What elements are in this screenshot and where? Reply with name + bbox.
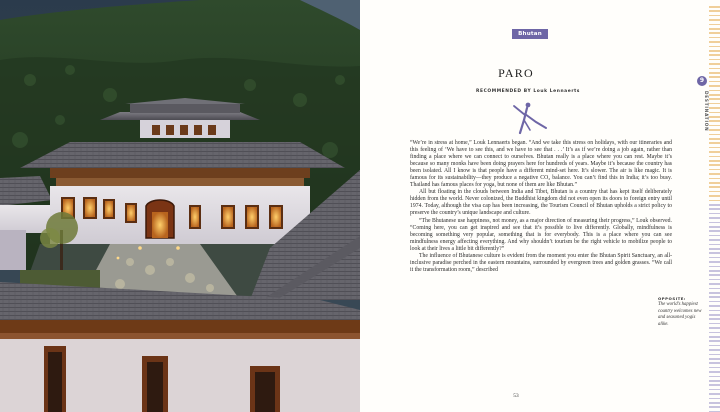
edge-stripe: [709, 182, 720, 184]
edge-stripe: [709, 301, 720, 303]
edge-stripe: [709, 340, 720, 342]
paragraph: The influence of Bhutanese culture is evident from the moment you enter the Bhutan Spirit Sanctuary, an all-inclusive paradise perched in the eastern mountains, surrounded by evergreen trees and golden grasses. “We call it the transformation room,” described: [410, 252, 672, 273]
edge-stripe: [709, 94, 720, 96]
edge-stripe: [709, 151, 720, 153]
edge-stripe: [709, 349, 720, 351]
edge-stripe: [709, 389, 720, 391]
edge-stripe: [709, 59, 720, 61]
edge-stripe: [709, 314, 720, 316]
edge-stripe: [709, 10, 720, 12]
edge-stripe: [709, 310, 720, 312]
edge-stripe: [709, 248, 720, 250]
recommended-by: RECOMMENDED BY Louk Lennaerts: [475, 89, 580, 94]
edge-stripe: [709, 54, 720, 56]
edge-stripe: [709, 37, 720, 39]
edge-stripe: [709, 116, 720, 118]
edge-stripe: [709, 112, 720, 114]
edge-stripe: [709, 252, 720, 254]
edge-stripe: [709, 270, 720, 272]
edge-stripe: [709, 204, 720, 206]
edge-stripe: [709, 103, 720, 105]
edge-stripe: [709, 345, 720, 347]
edge-stripe: [709, 191, 720, 193]
edge-stripe: [709, 398, 720, 400]
edge-stripe: [709, 257, 720, 259]
edge-stripe: [709, 142, 720, 144]
edge-stripe: [709, 226, 720, 228]
edge-stripe: [709, 213, 720, 215]
edge-stripe: [709, 380, 720, 382]
edge-stripe: [709, 50, 720, 52]
edge-stripe: [709, 134, 720, 136]
edge-stripe: [709, 156, 720, 158]
paragraph: “The Bhutanese use happiness, not money, as a major direction of measuring their progress,” Louk observed. “Coming here, you can get inspired and see that it’s possible to live differently. Globally, mindfulness is becoming something very popular, something that is for everybody. This is a place where you can see mindfulness energy affecting everything. And why shouldn’t tourism be the right vehicle to mobilize people to look at their lives a little bit differently?”: [410, 217, 672, 252]
edge-stripe: [709, 266, 720, 268]
edge-stripe: [709, 32, 720, 34]
edge-stripe: [709, 125, 720, 127]
section-label: DESTINATION: [704, 91, 709, 132]
edge-stripe: [709, 208, 720, 210]
caption-label: OPPOSITE:: [658, 296, 686, 301]
edge-stripe: [709, 367, 720, 369]
edge-stripe: [709, 371, 720, 373]
edge-stripe: [709, 292, 720, 294]
edge-stripe: [709, 178, 720, 180]
edge-stripe: [709, 358, 720, 360]
edge-stripe: [709, 107, 720, 109]
edge-stripe: [709, 24, 720, 26]
edge-stripe: [709, 318, 720, 320]
destination-title: PARO: [498, 66, 534, 80]
edge-stripe: [709, 217, 720, 219]
edge-stripe: [709, 72, 720, 74]
edge-stripe: [709, 336, 720, 338]
edge-stripe: [709, 384, 720, 386]
page-number: 53: [513, 393, 519, 399]
edge-stripe: [709, 85, 720, 87]
edge-stripe: [709, 81, 720, 83]
edge-stripe: [709, 164, 720, 166]
paragraph: “We’re in stress at home,” Louk Lennaerts began. “And we take this stress on holidays, with our itineraries and this feeling of ‘We have to see this, and we have to see that . . .’ It’s as if we’re doing a job again, rather than finding a place where we can connect to ourselves. Bhutan really is a place where you can rest. Maybe it’s because so many monks have been doing prayers here for hundreds of years. Maybe it’s because the country has been isolated. All I know is that people have a different mind-set here. It’s slower. The air is like magic. It is famous for its sustainability—they produce a negative CO₂ balance. You can’t find this in India; it’s too busy. Thailand has famous places for yoga, but none of them are like Bhutan.”: [410, 140, 672, 189]
edge-stripe: [709, 46, 720, 48]
edge-stripe: [709, 274, 720, 276]
edge-stripe: [709, 169, 720, 171]
edge-stripe: [709, 327, 720, 329]
edge-stripe: [709, 68, 720, 70]
edge-stripe: [709, 76, 720, 78]
edge-stripe: [709, 195, 720, 197]
edge-stripe: [709, 323, 720, 325]
edge-stripe: [709, 41, 720, 43]
edge-stripe: [709, 129, 720, 131]
country-tag: Bhutan: [512, 29, 548, 39]
edge-stripe: [709, 120, 720, 122]
edge-stripe: [709, 6, 720, 8]
edge-stripe: [709, 393, 720, 395]
edge-stripe: [709, 15, 720, 17]
edge-stripe: [709, 63, 720, 65]
edge-stripe: [709, 261, 720, 263]
edge-stripe: [709, 296, 720, 298]
yoga-pose-icon: [510, 100, 550, 136]
edge-stripe: [709, 362, 720, 364]
edge-stripe: [709, 239, 720, 241]
edge-stripe: [709, 230, 720, 232]
edge-stripe: [709, 186, 720, 188]
caption-text: The world’s happiest country welcomes new and seasoned yogis alike.: [658, 302, 702, 327]
edge-stripe: [709, 406, 720, 408]
chapter-number-badge: 9: [697, 76, 707, 86]
edge-stripe: [709, 138, 720, 140]
edge-stripe: [709, 244, 720, 246]
edge-stripe: [709, 90, 720, 92]
chapter-edge-tab: [696, 0, 720, 412]
edge-stripe: [709, 283, 720, 285]
edge-stripe: [709, 279, 720, 281]
edge-stripe: [709, 354, 720, 356]
paragraph: All but floating in the clouds between India and Tibet, Bhutan is a country that has kept itself deliberately hidden from the world. Never colonized, the Buddhist kingdom did not even open its doors to foreign entry until 1974. Today, although the visa cap has been increasing, the Tourism Council of Bhutan upholds a strict policy to preserve the country’s unique landscape and culture.: [410, 189, 672, 217]
edge-stripe: [709, 332, 720, 334]
article-body: [410, 140, 672, 274]
edge-stripe: [709, 235, 720, 237]
edge-stripe: [709, 147, 720, 149]
edge-stripe: [709, 160, 720, 162]
edge-stripe: [709, 305, 720, 307]
edge-stripe: [709, 402, 720, 404]
edge-stripe: [709, 19, 720, 21]
edge-stripe: [709, 222, 720, 224]
edge-stripe: [709, 173, 720, 175]
edge-stripe: [709, 98, 720, 100]
edge-stripe: [709, 28, 720, 30]
edge-stripe: [709, 376, 720, 378]
text-page: [360, 0, 720, 412]
edge-stripe: [709, 200, 720, 202]
edge-stripe: [709, 288, 720, 290]
